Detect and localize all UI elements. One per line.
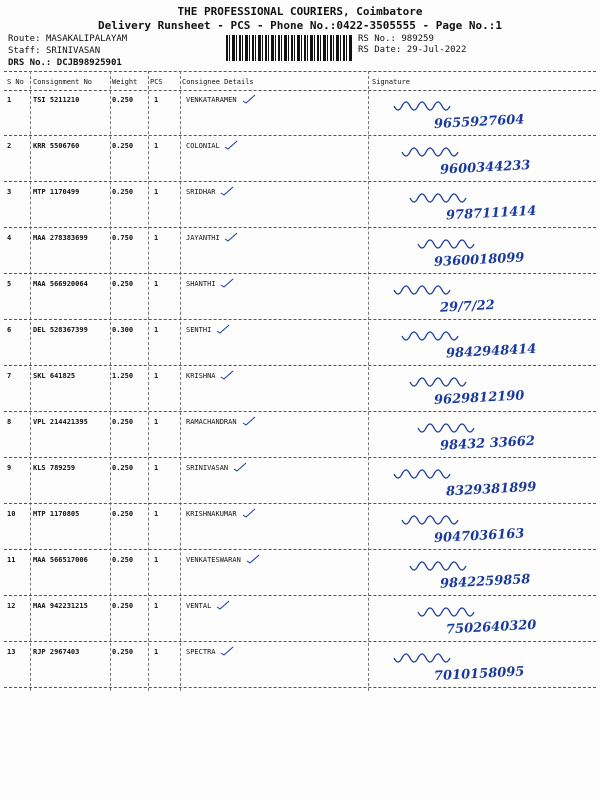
row-pcs: 1 bbox=[154, 326, 159, 334]
check-mark-icon bbox=[220, 186, 234, 196]
table-row bbox=[4, 414, 596, 458]
rs-date-line bbox=[358, 45, 466, 55]
row-weight: 0.250 bbox=[112, 648, 134, 656]
row-weight: 0.250 bbox=[112, 418, 134, 426]
table-row bbox=[4, 598, 596, 642]
table-row bbox=[4, 322, 596, 366]
row-sno: 11 bbox=[7, 556, 16, 564]
row-divider bbox=[4, 457, 596, 458]
row-pcs: 1 bbox=[154, 418, 159, 426]
row-divider bbox=[4, 503, 596, 504]
row-consignee: JAYANTHI bbox=[186, 234, 220, 242]
staff-line bbox=[8, 46, 100, 56]
table-header bbox=[4, 77, 596, 89]
row-weight: 1.250 bbox=[112, 372, 134, 380]
signature-phone: 9629812190 bbox=[433, 388, 525, 409]
row-pcs: 1 bbox=[154, 510, 159, 518]
row-consignee: SRIDHAR bbox=[186, 188, 216, 196]
col-pcs: PCS bbox=[150, 78, 163, 86]
row-consignee: KRISHNA bbox=[186, 372, 216, 380]
row-consignee: COLONIAL bbox=[186, 142, 220, 150]
row-pcs: 1 bbox=[154, 280, 159, 288]
row-pcs: 1 bbox=[154, 142, 159, 150]
row-consignment-no: TSI 5211210 bbox=[33, 96, 80, 104]
signature-mark bbox=[374, 460, 599, 506]
rs-no-label: RS No.: bbox=[358, 34, 396, 44]
row-consignee: SPECTRA bbox=[186, 648, 216, 656]
row-divider bbox=[4, 641, 596, 642]
row-weight: 0.750 bbox=[112, 234, 134, 242]
row-divider bbox=[4, 365, 596, 366]
row-consignment-no: RJP 2967403 bbox=[33, 648, 80, 656]
check-mark-icon bbox=[220, 278, 234, 288]
col-sno: S No bbox=[7, 78, 24, 86]
signature-mark bbox=[374, 92, 599, 138]
col-consignment: Consignment No bbox=[33, 78, 93, 86]
signature-mark bbox=[374, 138, 599, 184]
rs-date-label: RS Date: bbox=[358, 45, 402, 55]
row-sno: 5 bbox=[7, 280, 12, 288]
signature-mark bbox=[374, 368, 599, 414]
table-header-rule bbox=[4, 90, 596, 91]
row-consignment-no: MAA 942231215 bbox=[33, 602, 88, 610]
signature-mark bbox=[374, 276, 599, 322]
row-pcs: 1 bbox=[154, 96, 159, 104]
signature-mark bbox=[374, 184, 599, 230]
row-pcs: 1 bbox=[154, 556, 159, 564]
rs-date-value: 29-Jul-2022 bbox=[406, 45, 467, 55]
signature-phone: 9842948414 bbox=[445, 341, 537, 362]
check-mark-icon bbox=[220, 646, 234, 656]
row-sno: 4 bbox=[7, 234, 12, 242]
staff-value: SRINIVASAN bbox=[45, 46, 101, 56]
row-divider bbox=[4, 181, 596, 182]
drs-label: DRS No.: bbox=[8, 58, 52, 68]
row-weight: 0.250 bbox=[112, 464, 134, 472]
row-weight: 0.250 bbox=[112, 96, 134, 104]
signature-phone: 29/7/22 bbox=[439, 297, 496, 316]
signature-phone: 9047036163 bbox=[433, 526, 525, 547]
col-consignee: Consignee Details bbox=[182, 78, 254, 86]
rs-no-value: 989259 bbox=[401, 34, 434, 44]
row-divider bbox=[4, 595, 596, 596]
row-consignee: RAMACHANDRAN bbox=[186, 418, 237, 426]
row-consignment-no: KRR 5506760 bbox=[33, 142, 80, 150]
row-consignee: SHANTHI bbox=[186, 280, 216, 288]
row-consignment-no: DEL 528367399 bbox=[33, 326, 88, 334]
signature-phone: 9600344233 bbox=[439, 158, 531, 178]
row-sno: 10 bbox=[7, 510, 16, 518]
row-consignment-no: MTP 1170805 bbox=[33, 510, 80, 518]
table-row bbox=[4, 276, 596, 320]
signature-mark bbox=[374, 644, 599, 690]
table-row bbox=[4, 506, 596, 550]
check-mark-icon bbox=[224, 140, 238, 150]
check-mark-icon bbox=[233, 462, 247, 472]
route-line bbox=[8, 34, 127, 44]
row-consignment-no: KLS 789259 bbox=[33, 464, 76, 472]
check-mark-icon bbox=[242, 94, 256, 104]
route-value: MASAKALIPALAYAM bbox=[45, 34, 128, 44]
rs-no-line bbox=[358, 34, 434, 44]
row-consignee: VENKATESWARAN bbox=[186, 556, 241, 564]
row-divider bbox=[4, 411, 596, 412]
row-consignee: VENKATARAMEN bbox=[186, 96, 237, 104]
table-row bbox=[4, 552, 596, 596]
signature-mark bbox=[374, 506, 599, 552]
row-sno: 12 bbox=[7, 602, 16, 610]
check-mark-icon bbox=[224, 232, 238, 242]
table-row bbox=[4, 368, 596, 412]
check-mark-icon bbox=[216, 600, 230, 610]
drs-value: DCJB98925901 bbox=[56, 58, 122, 68]
signature-phone: 9655927604 bbox=[433, 112, 525, 133]
signature-phone: 9787111414 bbox=[445, 203, 537, 224]
company-title: THE PROFESSIONAL COURIERS, Coimbatore bbox=[177, 5, 423, 18]
row-weight: 0.250 bbox=[112, 280, 134, 288]
row-pcs: 1 bbox=[154, 464, 159, 472]
row-consignee: SRINIVASAN bbox=[186, 464, 229, 472]
signature-mark bbox=[374, 322, 599, 368]
signature-mark bbox=[374, 552, 599, 598]
barcode bbox=[226, 35, 352, 61]
row-pcs: 1 bbox=[154, 188, 159, 196]
signature-mark bbox=[374, 414, 599, 460]
row-divider bbox=[4, 135, 596, 136]
row-sno: 3 bbox=[7, 188, 12, 196]
row-sno: 1 bbox=[7, 96, 12, 104]
row-divider bbox=[4, 227, 596, 228]
row-weight: 0.250 bbox=[112, 602, 134, 610]
row-sno: 7 bbox=[7, 372, 12, 380]
check-mark-icon bbox=[246, 554, 260, 564]
drs-line bbox=[8, 58, 122, 68]
row-weight: 0.250 bbox=[112, 188, 134, 196]
row-pcs: 1 bbox=[154, 648, 159, 656]
table-row bbox=[4, 644, 596, 688]
table-row bbox=[4, 138, 596, 182]
route-label: Route: bbox=[8, 34, 41, 44]
row-consignment-no: MAA 278383699 bbox=[33, 234, 88, 242]
row-sno: 13 bbox=[7, 648, 16, 656]
row-consignment-no: MAA 566920064 bbox=[33, 280, 88, 288]
row-consignee: KRISHNAKUMAR bbox=[186, 510, 237, 518]
signature-phone: 98432 33662 bbox=[439, 433, 536, 454]
row-pcs: 1 bbox=[154, 372, 159, 380]
row-pcs: 1 bbox=[154, 602, 159, 610]
staff-label: Staff: bbox=[8, 46, 41, 56]
signature-phone: 8329381899 bbox=[445, 479, 537, 500]
runsheet-subtitle: Delivery Runsheet - PCS - Phone No.:0422-3505555 - Page No.:1 bbox=[98, 19, 502, 32]
row-sno: 2 bbox=[7, 142, 12, 150]
row-weight: 0.250 bbox=[112, 142, 134, 150]
row-consignment-no: SKL 641825 bbox=[33, 372, 76, 380]
row-divider bbox=[4, 687, 596, 688]
col-signature: Signature bbox=[372, 78, 410, 86]
table-top-rule bbox=[4, 71, 596, 72]
row-weight: 0.300 bbox=[112, 326, 134, 334]
check-mark-icon bbox=[242, 416, 256, 426]
row-divider bbox=[4, 273, 596, 274]
signature-phone: 7502640320 bbox=[445, 617, 537, 638]
row-pcs: 1 bbox=[154, 234, 159, 242]
row-sno: 9 bbox=[7, 464, 12, 472]
row-sno: 6 bbox=[7, 326, 12, 334]
check-mark-icon bbox=[242, 508, 256, 518]
row-divider bbox=[4, 549, 596, 550]
check-mark-icon bbox=[216, 324, 230, 334]
signature-mark bbox=[374, 230, 599, 276]
row-divider bbox=[4, 319, 596, 320]
table-row bbox=[4, 184, 596, 228]
row-consignee: SENTHI bbox=[186, 326, 212, 334]
signature-phone: 9842259858 bbox=[439, 572, 531, 592]
row-sno: 8 bbox=[7, 418, 12, 426]
row-weight: 0.250 bbox=[112, 556, 134, 564]
row-consignment-no: MAA 566517006 bbox=[33, 556, 88, 564]
check-mark-icon bbox=[220, 370, 234, 380]
row-consignee: VENTAL bbox=[186, 602, 212, 610]
row-weight: 0.250 bbox=[112, 510, 134, 518]
signature-phone: 9360018099 bbox=[433, 250, 525, 271]
col-weight: Weight bbox=[112, 78, 138, 86]
row-consignment-no: MTP 1170499 bbox=[33, 188, 80, 196]
row-consignment-no: VPL 214421395 bbox=[33, 418, 88, 426]
table-row bbox=[4, 92, 596, 136]
table-row bbox=[4, 460, 596, 504]
signature-phone: 7010158095 bbox=[433, 664, 525, 685]
signature-mark bbox=[374, 598, 599, 644]
table-row bbox=[4, 230, 596, 274]
